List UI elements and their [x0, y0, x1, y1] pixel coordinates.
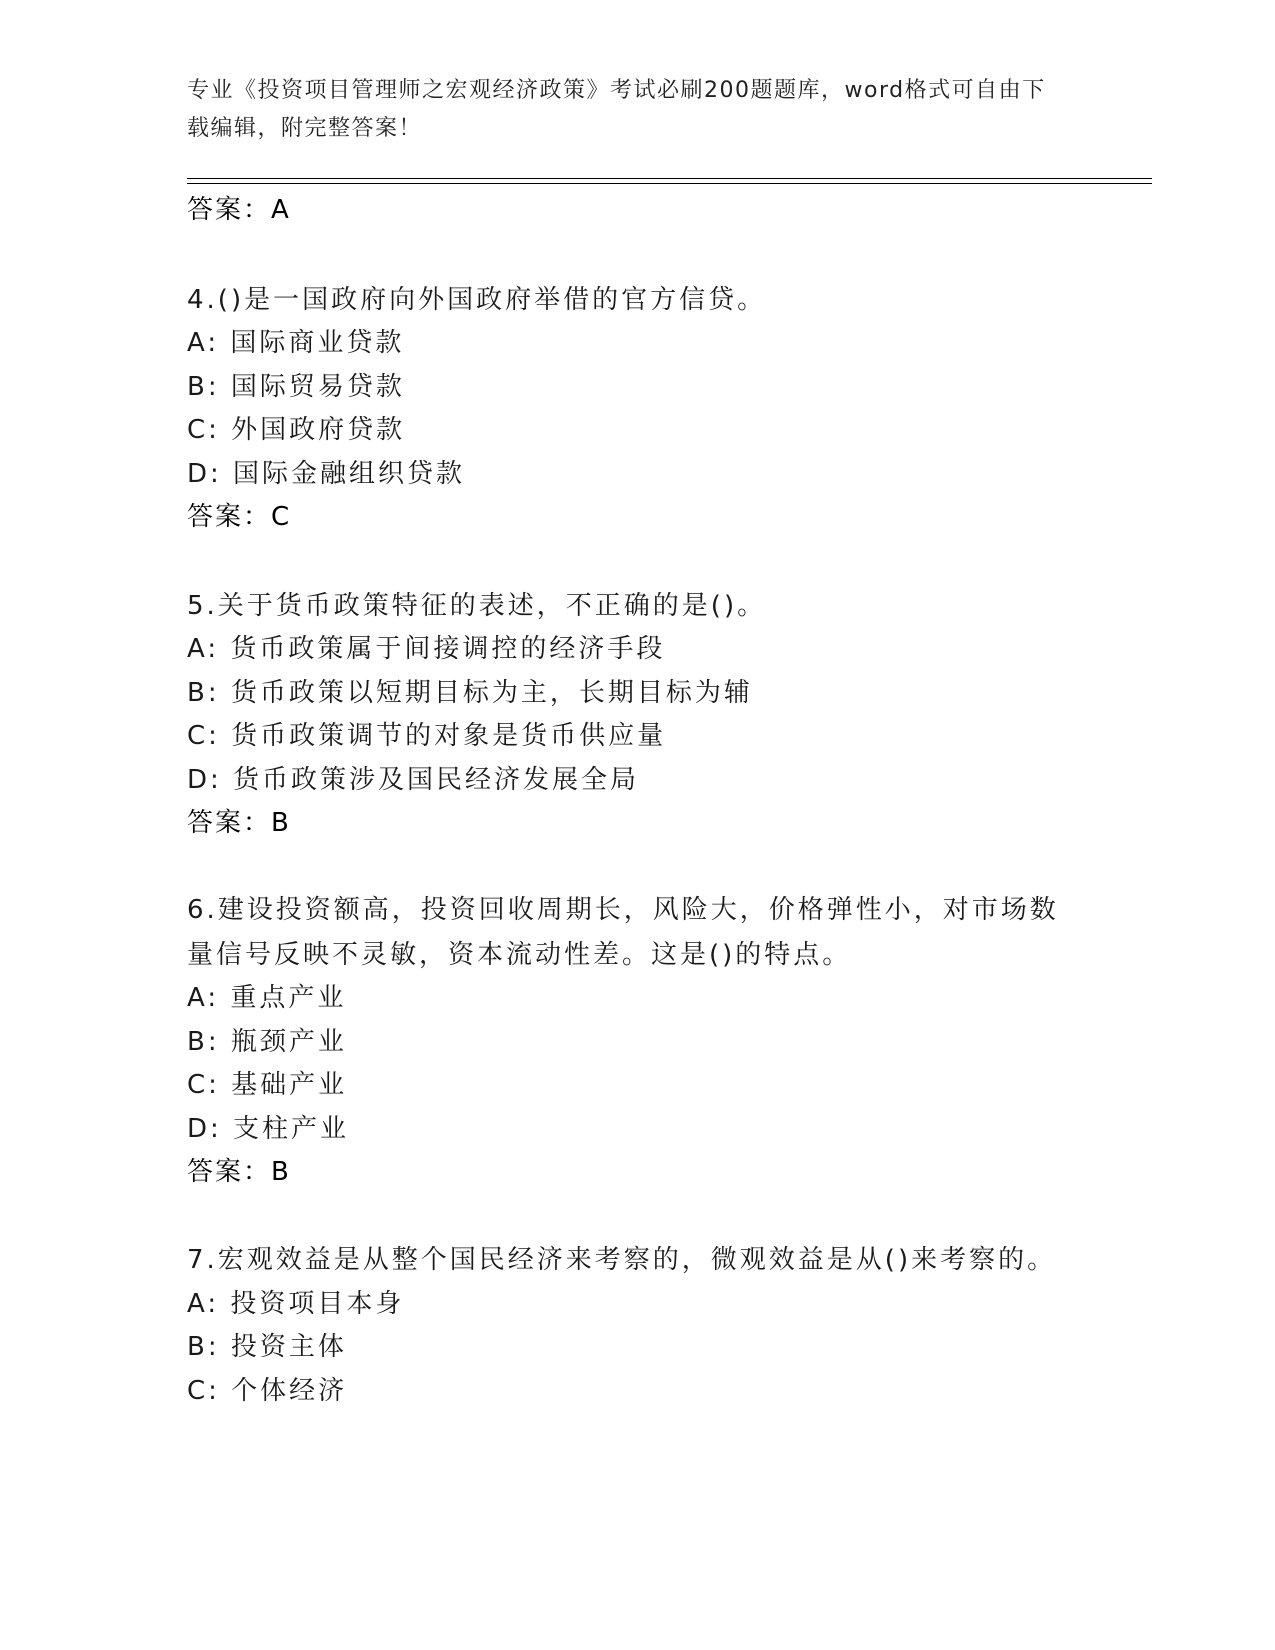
- question-7-option-c: C: 个体经济: [187, 1376, 348, 1406]
- document-header: 专业《投资项目管理师之宏观经济政策》考试必刷200题题库，word格式可自由下载编辑，附完整答案！: [187, 78, 1046, 141]
- answer-q4: 答案：C: [187, 502, 292, 532]
- question-6-option-b: B: 瓶颈产业: [187, 1027, 347, 1057]
- header-divider: [187, 178, 1152, 184]
- question-7-stem: 7.宏观效益是从整个国民经济来考察的，微观效益是从()来考察的。: [187, 1245, 1057, 1275]
- question-6-option-a: A: 重点产业: [187, 983, 347, 1013]
- question-6-option-d: D: 支柱产业: [187, 1114, 350, 1144]
- answer-q6: 答案：B: [187, 1157, 291, 1187]
- question-4-stem: 4.()是一国政府向外国政府举借的官方信贷。: [187, 285, 767, 315]
- answer-q3: 答案：A: [187, 195, 291, 225]
- question-5-option-d: D: 货币政策涉及国民经济发展全局: [187, 765, 640, 795]
- question-5-option-b: B: 货币政策以短期目标为主，长期目标为辅: [187, 678, 753, 708]
- answer-q5: 答案：B: [187, 808, 291, 838]
- question-5-option-a: A: 货币政策属于间接调控的经济手段: [187, 634, 666, 664]
- question-7-option-b: B: 投资主体: [187, 1332, 347, 1362]
- question-6-stem: 6.建设投资额高，投资回收周期长，风险大，价格弹性小，对市场数量信号反映不灵敏，资本流动性差。这是()的特点。: [187, 895, 1059, 970]
- question-7-option-a: A: 投资项目本身: [187, 1289, 405, 1319]
- question-4-option-b: B: 国际贸易贷款: [187, 372, 405, 402]
- question-4-option-d: D: 国际金融组织贷款: [187, 459, 466, 489]
- question-4-option-c: C: 外国政府贷款: [187, 415, 406, 445]
- question-5-stem: 5.关于货币政策特征的表述，不正确的是()。: [187, 591, 767, 621]
- question-5-option-c: C: 货币政策调节的对象是货币供应量: [187, 721, 667, 751]
- question-6-option-c: C: 基础产业: [187, 1070, 348, 1100]
- question-4-option-a: A: 国际商业贷款: [187, 328, 405, 358]
